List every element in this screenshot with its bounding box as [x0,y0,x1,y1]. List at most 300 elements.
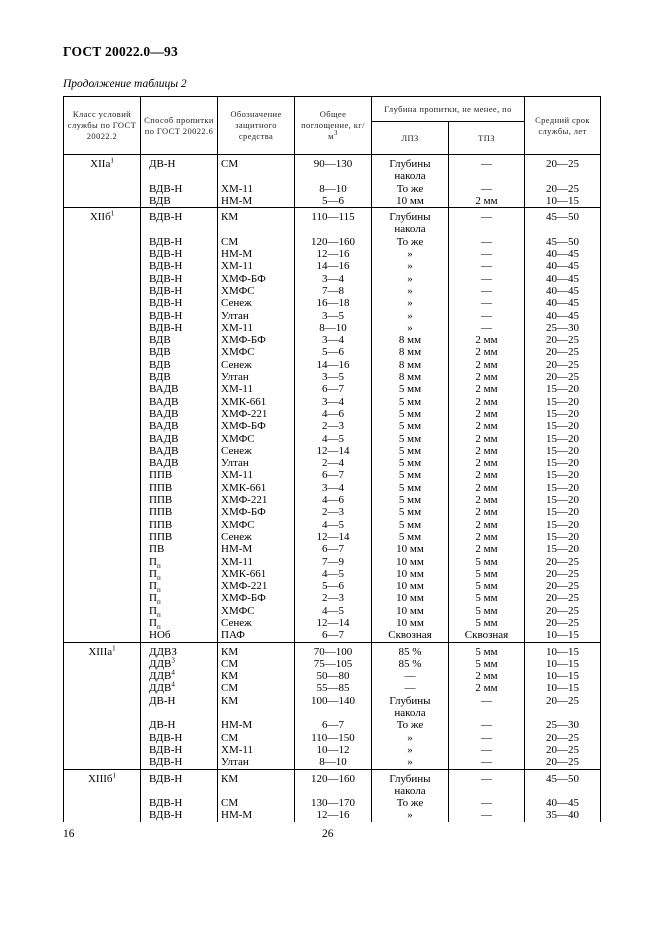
table-row [64,433,601,445]
absorption-cell: 3—4 [295,273,372,285]
code-cell: Ултан [218,457,295,469]
tpz-depth-cell: — [449,322,525,334]
lpz-depth-cell: 10 мм [372,543,449,555]
code-cell: НМ-М [218,719,295,731]
tpz-depth-cell: 5 мм [449,605,525,617]
lpz-depth-cell: 8 мм [372,346,449,358]
tpz-depth-cell: — [449,297,525,309]
service-life-cell: 20—25 [525,756,601,769]
tpz-depth-cell: — [449,732,525,744]
code-cell: Сенеж [218,531,295,543]
tpz-depth-cell: — [449,183,525,195]
lpz-depth-cell: 10 мм [372,568,449,580]
tpz-depth-cell: 5 мм [449,642,525,658]
absorption-cell: 12—14 [295,531,372,543]
lpz-depth-cell: » [372,756,449,769]
service-life-cell: 15—20 [525,543,601,555]
service-life-cell: 20—25 [525,334,601,346]
code-cell: СМ [218,732,295,744]
service-class-cell [64,310,141,322]
code-cell: НМ-М [218,248,295,260]
tpz-depth-cell: 2 мм [449,195,525,208]
lpz-depth-cell: » [372,732,449,744]
method-cell: ВДВ-Н [141,273,218,285]
method-cell: ППВ [141,531,218,543]
code-cell: СМ [218,658,295,670]
table-row [64,359,601,371]
absorption-cell: 8—10 [295,756,372,769]
service-life-cell: 40—45 [525,297,601,309]
absorption-cell: 4—5 [295,568,372,580]
tpz-depth-cell: — [449,744,525,756]
absorption-cell: 2—4 [295,457,372,469]
service-life-cell: 15—20 [525,494,601,506]
tpz-depth-cell: 2 мм [449,396,525,408]
table-row [64,285,601,297]
service-life-cell: 40—45 [525,260,601,272]
lpz-depth-cell: » [372,248,449,260]
tpz-depth-cell: — [449,310,525,322]
method-cell: ВДВ [141,371,218,383]
tpz-depth-cell: — [449,797,525,809]
lpz-depth-cell: 5 мм [372,494,449,506]
code-cell: ХМФ-221 [218,494,295,506]
absorption-cell: 8—10 [295,183,372,195]
data-table [63,96,601,822]
absorption-cell: 12—16 [295,248,372,260]
tpz-depth-cell: — [449,236,525,248]
tpz-depth-cell: 2 мм [449,457,525,469]
tpz-depth-cell: 2 мм [449,433,525,445]
header-absorption: Общее поглощение, $кг/м^3$ [295,97,372,155]
lpz-depth-cell: Сквозная [372,629,449,642]
table-row [64,408,601,420]
code-cell: ХМФ-БФ [218,506,295,518]
lpz-depth-cell: Глубины накола [372,769,449,797]
service-class-cell [64,494,141,506]
table-row [64,334,601,346]
lpz-depth-cell: 5 мм [372,396,449,408]
method-cell: ПВ [141,543,218,555]
code-cell: Сенеж [218,617,295,629]
tpz-depth-cell: — [449,155,525,183]
code-cell: НМ-М [218,809,295,821]
service-life-cell: 15—20 [525,506,601,518]
absorption-cell: 3—4 [295,334,372,346]
service-life-cell: 15—20 [525,457,601,469]
page-number-left: 16 [63,828,75,840]
lpz-depth-cell: 10 мм [372,556,449,568]
service-class-cell: XIIIa$^1$ [64,642,141,658]
tpz-depth-cell: 2 мм [449,482,525,494]
method-cell: ВДВ [141,195,218,208]
lpz-depth-cell: 10 мм [372,605,449,617]
tpz-depth-cell: 5 мм [449,568,525,580]
service-class-cell [64,346,141,358]
service-class-group [64,769,601,822]
service-class-cell [64,396,141,408]
service-life-cell: 10—15 [525,682,601,694]
absorption-cell: 3—4 [295,482,372,494]
absorption-cell: 16—18 [295,297,372,309]
service-life-cell: 45—50 [525,208,601,236]
code-cell: ПАФ [218,629,295,642]
lpz-depth-cell: 10 мм [372,592,449,604]
lpz-depth-cell: » [372,297,449,309]
method-cell: ДВ-Н [141,155,218,183]
table-row [64,297,601,309]
absorption-cell: 75—105 [295,658,372,670]
absorption-cell: 3—5 [295,371,372,383]
tpz-depth-cell: 2 мм [449,408,525,420]
method-cell: ВДВ-Н [141,809,218,821]
tpz-depth-cell: 2 мм [449,346,525,358]
absorption-cell: 5—6 [295,580,372,592]
method-cell: ВДВ-Н [141,756,218,769]
tpz-depth-cell: Сквозная [449,629,525,642]
code-cell: КМ [218,642,295,658]
service-life-cell: 40—45 [525,310,601,322]
method-cell: ВДВ-Н [141,208,218,236]
service-class-cell [64,531,141,543]
absorption-cell: 2—3 [295,592,372,604]
service-class-cell [64,285,141,297]
absorption-cell: 6—7 [295,383,372,395]
code-cell: ХМФ-БФ [218,334,295,346]
code-cell: ХМ-11 [218,383,295,395]
method-cell: ВДВ-Н [141,322,218,334]
service-life-cell: 20—25 [525,568,601,580]
service-class-cell [64,580,141,592]
service-class-cell [64,359,141,371]
method-cell: ВДВ-Н [141,297,218,309]
table-row [64,756,601,769]
method-cell: $П_п$ [141,605,218,617]
code-cell: ХМФ-БФ [218,592,295,604]
absorption-cell: 50—80 [295,670,372,682]
code-cell: КМ [218,695,295,720]
absorption-cell: 3—5 [295,310,372,322]
service-life-cell: 15—20 [525,445,601,457]
service-life-cell: 20—25 [525,346,601,358]
table-row [64,208,601,236]
lpz-depth-cell: Глубины накола [372,695,449,720]
table-row [64,556,601,568]
table-row [64,155,601,183]
table-row [64,769,601,797]
lpz-depth-cell: 10 мм [372,617,449,629]
service-life-cell: 20—25 [525,732,601,744]
service-life-cell: 10—15 [525,658,601,670]
tpz-depth-cell: — [449,719,525,731]
service-class-cell: XIIa$^1$ [64,155,141,183]
code-cell: Сенеж [218,445,295,457]
lpz-depth-cell: — [372,682,449,694]
absorption-cell: 110—115 [295,208,372,236]
code-cell: ХМ-11 [218,744,295,756]
absorption-cell: 12—14 [295,617,372,629]
method-cell: ВДВ [141,346,218,358]
code-cell: СМ [218,155,295,183]
tpz-depth-cell: 2 мм [449,543,525,555]
tpz-depth-cell: 2 мм [449,383,525,395]
service-class-cell [64,236,141,248]
service-life-cell: 20—25 [525,695,601,720]
tpz-depth-cell: 2 мм [449,334,525,346]
code-cell: ХМФС [218,285,295,297]
tpz-depth-cell: — [449,809,525,821]
table-row [64,732,601,744]
service-life-cell: 10—15 [525,642,601,658]
table-row [64,797,601,809]
code-cell: ХМФ-221 [218,408,295,420]
absorption-cell: 90—130 [295,155,372,183]
header-class: Класс условий службы по ГОСТ 20022.2 [64,97,141,155]
service-class-cell [64,183,141,195]
absorption-cell: 4—5 [295,519,372,531]
absorption-cell: 12—14 [295,445,372,457]
absorption-cell: 4—5 [295,433,372,445]
code-cell: НМ-М [218,195,295,208]
method-cell: ППВ [141,506,218,518]
service-class-cell [64,469,141,481]
method-cell: $П_п$ [141,568,218,580]
lpz-depth-cell: » [372,285,449,297]
tpz-depth-cell: — [449,248,525,260]
tpz-depth-cell: 2 мм [449,359,525,371]
tpz-depth-cell: 5 мм [449,556,525,568]
service-life-cell: 15—20 [525,433,601,445]
tpz-depth-cell: 5 мм [449,580,525,592]
absorption-cell: 12—16 [295,809,372,821]
code-cell: ХМ-11 [218,260,295,272]
service-life-cell: 20—25 [525,592,601,604]
lpz-depth-cell: 5 мм [372,420,449,432]
lpz-depth-cell: 5 мм [372,531,449,543]
lpz-depth-cell: 5 мм [372,519,449,531]
tpz-depth-cell: — [449,695,525,720]
code-cell: ХМФ-221 [218,580,295,592]
lpz-depth-cell: 5 мм [372,433,449,445]
method-cell: ВАДВ [141,433,218,445]
service-class-cell [64,543,141,555]
service-life-cell: 15—20 [525,383,601,395]
absorption-cell: 100—140 [295,695,372,720]
absorption-cell: 7—8 [295,285,372,297]
service-life-cell: 40—45 [525,797,601,809]
code-cell: СМ [218,236,295,248]
code-cell: Ултан [218,371,295,383]
tpz-depth-cell: 5 мм [449,658,525,670]
table-row [64,605,601,617]
table-row [64,273,601,285]
method-cell: ВДВ-Н [141,183,218,195]
service-life-cell: 40—45 [525,285,601,297]
method-cell: ВАДВ [141,408,218,420]
header-method: Способ пропитки по ГОСТ 20022.6 [141,97,218,155]
service-life-cell: 15—20 [525,420,601,432]
lpz-depth-cell: 10 мм [372,195,449,208]
table-row [64,658,601,670]
service-class-cell [64,195,141,208]
service-class-cell [64,371,141,383]
code-cell: Ултан [218,756,295,769]
absorption-cell: 14—16 [295,359,372,371]
table-row [64,617,601,629]
table-row [64,580,601,592]
table-row [64,629,601,642]
service-class-cell [64,506,141,518]
tpz-depth-cell: — [449,260,525,272]
absorption-cell: 2—3 [295,420,372,432]
service-life-cell: 25—30 [525,322,601,334]
code-cell: Сенеж [218,359,295,371]
service-class-cell [64,605,141,617]
method-cell: $П_п$ [141,580,218,592]
table-row [64,809,601,821]
document-title: ГОСТ 20022.0—93 [63,44,178,59]
tpz-depth-cell: 2 мм [449,506,525,518]
service-class-cell [64,297,141,309]
service-class-cell [64,420,141,432]
service-class-cell [64,744,141,756]
service-class-group [64,642,601,769]
method-cell: ВДВ-Н [141,310,218,322]
table-row [64,445,601,457]
tpz-depth-cell: — [449,273,525,285]
service-class-cell [64,732,141,744]
table-row [64,670,601,682]
tpz-depth-cell: 2 мм [449,371,525,383]
table-row [64,506,601,518]
service-life-cell: 20—25 [525,580,601,592]
table-row [64,383,601,395]
absorption-cell: 6—7 [295,629,372,642]
service-life-cell: 20—25 [525,183,601,195]
table-row [64,682,601,694]
table-row [64,396,601,408]
method-cell: ДДВ$^4$ [141,670,218,682]
method-cell: ДДВЗ [141,642,218,658]
service-life-cell: 40—45 [525,273,601,285]
method-cell: ВДВ [141,334,218,346]
service-class-cell [64,556,141,568]
service-life-cell: 10—15 [525,195,601,208]
table-row [64,195,601,208]
method-cell: ВАДВ [141,420,218,432]
table-row [64,695,601,720]
absorption-cell: 130—170 [295,797,372,809]
header-tpz: ТПЗ [449,122,525,155]
lpz-depth-cell: 5 мм [372,506,449,518]
service-class-cell [64,519,141,531]
service-class-cell [64,273,141,285]
service-life-cell: 10—15 [525,670,601,682]
service-life-cell: 40—45 [525,248,601,260]
method-cell: ВАДВ [141,396,218,408]
tpz-depth-cell: 2 мм [449,420,525,432]
service-life-cell: 45—50 [525,769,601,797]
method-cell: ВДВ [141,359,218,371]
lpz-depth-cell: 5 мм [372,482,449,494]
lpz-depth-cell: » [372,322,449,334]
table-row [64,719,601,731]
method-cell: ВДВ-Н [141,769,218,797]
absorption-cell: 110—150 [295,732,372,744]
service-life-cell: 15—20 [525,469,601,481]
lpz-depth-cell: 85 % [372,642,449,658]
tpz-depth-cell: — [449,285,525,297]
service-class-cell [64,445,141,457]
code-cell: СМ [218,797,295,809]
absorption-cell: 8—10 [295,322,372,334]
method-cell: ВДВ-Н [141,732,218,744]
lpz-depth-cell: То же [372,719,449,731]
service-life-cell: 15—20 [525,482,601,494]
code-cell: ХМ-11 [218,556,295,568]
table-row [64,260,601,272]
tpz-depth-cell: 2 мм [449,469,525,481]
table-row [64,642,601,658]
absorption-cell: 5—6 [295,346,372,358]
service-class-cell [64,568,141,580]
absorption-cell: 3—4 [295,396,372,408]
service-life-cell: 45—50 [525,236,601,248]
absorption-cell: 70—100 [295,642,372,658]
code-cell: ХМК-661 [218,568,295,580]
method-cell: $П_п$ [141,592,218,604]
code-cell: Ултан [218,310,295,322]
method-cell: НОб [141,629,218,642]
tpz-depth-cell: 2 мм [449,494,525,506]
service-class-cell [64,248,141,260]
service-life-cell: 20—25 [525,359,601,371]
service-class-cell [64,670,141,682]
code-cell: Сенеж [218,297,295,309]
absorption-cell: 5—6 [295,195,372,208]
method-cell: $П_п$ [141,556,218,568]
tpz-depth-cell: 2 мм [449,531,525,543]
code-cell: ХМФ-БФ [218,273,295,285]
service-life-cell: 20—25 [525,556,601,568]
table-row [64,744,601,756]
service-life-cell: 20—25 [525,155,601,183]
table-row [64,420,601,432]
method-cell: ВДВ-Н [141,797,218,809]
service-class-cell [64,695,141,720]
absorption-cell: 4—6 [295,408,372,420]
lpz-depth-cell: 5 мм [372,383,449,395]
service-class-cell [64,383,141,395]
absorption-cell: 2—3 [295,506,372,518]
lpz-depth-cell: 5 мм [372,457,449,469]
method-cell: ВДВ-Н [141,744,218,756]
table-row [64,519,601,531]
service-life-cell: 15—20 [525,408,601,420]
code-cell: ХМ-11 [218,183,295,195]
tpz-depth-cell: 2 мм [449,445,525,457]
table-row [64,310,601,322]
method-cell: ППВ [141,469,218,481]
code-cell: НМ-М [218,543,295,555]
code-cell: ХМФ-БФ [218,420,295,432]
service-class-cell [64,617,141,629]
code-cell: ХМФС [218,519,295,531]
service-class-cell [64,334,141,346]
lpz-depth-cell: 10 мм [372,580,449,592]
code-cell: КМ [218,208,295,236]
service-class-cell [64,433,141,445]
